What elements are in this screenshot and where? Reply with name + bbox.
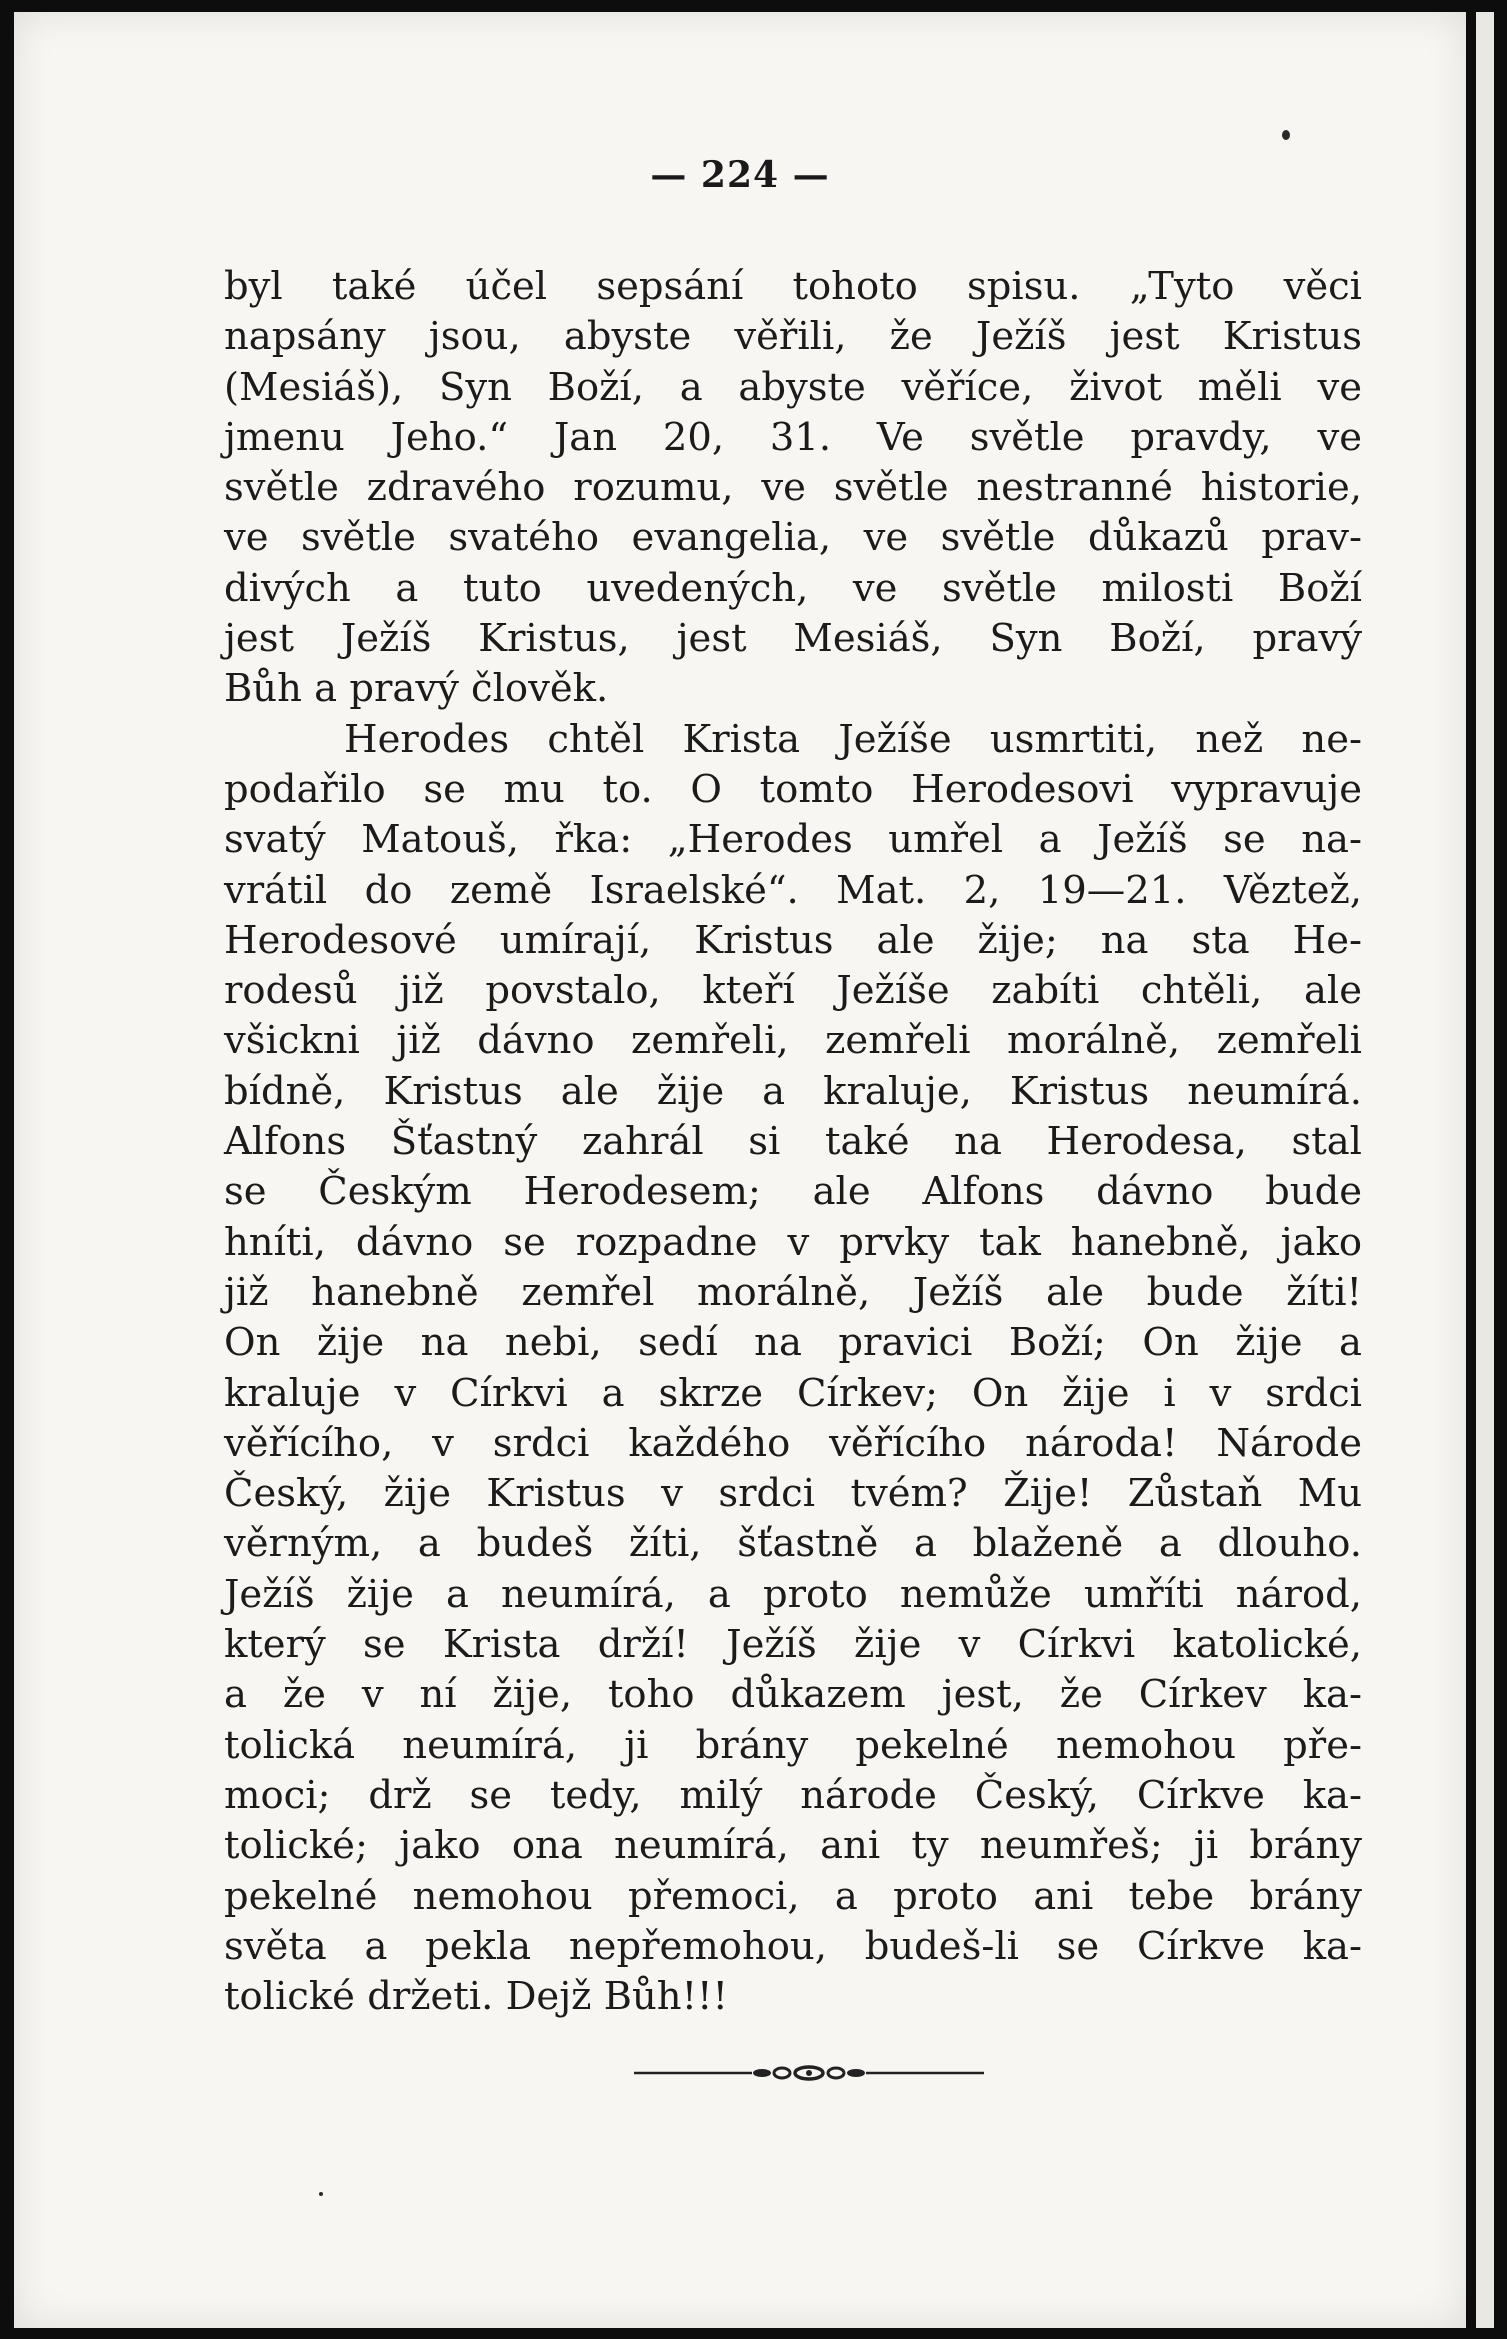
text-line: ve světle svatého evangelia, ve světle důkazů prav- bbox=[224, 515, 1362, 561]
scan-speck bbox=[1282, 130, 1290, 140]
text-line: jest Ježíš Kristus, jest Mesiáš, Syn Boží, pravý bbox=[224, 616, 1362, 662]
text-line: věrným, a budeš žíti, šťastně a blaženě a dlouho. bbox=[224, 1521, 1362, 1567]
text-line: svatý Matouš, řka: „Herodes umřel a Ježíš se na- bbox=[224, 817, 1362, 863]
text-line: hníti, dávno se rozpadne v prvky tak hanebně, jako bbox=[224, 1219, 1362, 1265]
text-line: bídně, Kristus ale žije a kraluje, Kristus neumírá. bbox=[224, 1068, 1362, 1114]
text-line: který se Krista drží! Ježíš žije v Církvi katolické, bbox=[224, 1622, 1362, 1668]
text-line: On žije na nebi, sedí na pravici Boží; On žije a bbox=[224, 1320, 1362, 1366]
text-line: podařilo se mu to. O tomto Herodesovi vypravuje bbox=[224, 766, 1362, 812]
text-line: světa a pekla nepřemohou, budeš-li se Církve ka- bbox=[224, 1923, 1362, 1969]
text-line: vrátil do země Israelské“. Mat. 2, 19—21. Věztež, bbox=[224, 867, 1362, 913]
text-line: Český, žije Kristus v srdci tvém? Žije! Zůstaň Mu bbox=[224, 1471, 1362, 1517]
text-line: všickni již dávno zemřeli, zemřeli morálně, zemřeli bbox=[224, 1018, 1362, 1064]
text-line: již hanebně zemřel morálně, Ježíš ale bude žíti! bbox=[224, 1269, 1362, 1315]
text-line: a že v ní žije, toho důkazem jest, že Církev ka- bbox=[224, 1672, 1362, 1718]
text-line: Alfons Šťastný zahrál si také na Herodesa, stal bbox=[224, 1119, 1362, 1165]
text-line: pekelné nemohou přemoci, a proto ani tebe brány bbox=[224, 1873, 1362, 1919]
text-line: napsány jsou, abyste věřili, že Ježíš jest Kristus bbox=[224, 314, 1362, 360]
scan-speck bbox=[319, 2192, 323, 2196]
text-line: tolické držeti. Dejž Bůh!!! bbox=[224, 1974, 728, 2020]
text-line: divých a tuto uvedených, ve světle milosti Boží bbox=[224, 565, 1362, 611]
text-line: kraluje v Církvi a skrze Církev; On žije i v srdci bbox=[224, 1370, 1362, 1416]
text-line: Ježíš žije a neumírá, a proto nemůže umříti národ, bbox=[224, 1571, 1362, 1617]
text-line: byl také účel sepsání tohoto spisu. „Tyto věci bbox=[224, 264, 1362, 309]
body-text bbox=[224, 262, 1362, 2022]
book-page bbox=[14, 12, 1466, 2328]
text-line: (Mesiáš), Syn Boží, a abyste věříce, život měli ve bbox=[224, 364, 1362, 410]
text-line: se Českým Herodesem; ale Alfons dávno bude bbox=[224, 1169, 1362, 1215]
text-line: rodesů již povstalo, kteří Ježíše zabíti chtěli, ale bbox=[224, 968, 1362, 1014]
text-line: jmenu Jeho.“ Jan 20, 31. Ve světle pravdy, ve bbox=[224, 414, 1362, 460]
text-line: Herodesové umírají, Kristus ale žije; na sta He- bbox=[224, 917, 1362, 963]
text-line: věřícího, v srdci každého věřícího národa! Národe bbox=[224, 1420, 1362, 1466]
text-line: moci; drž se tedy, milý národe Český, Církve ka- bbox=[224, 1772, 1362, 1818]
page-number: — 224 — bbox=[650, 154, 830, 196]
text-line: světle zdravého rozumu, ve světle nestranné historie, bbox=[224, 465, 1362, 511]
end-ornament-icon bbox=[634, 2060, 984, 2086]
text-line: tolické; jako ona neumírá, ani ty neumřeš; ji brány bbox=[224, 1823, 1362, 1869]
adjacent-page-edge bbox=[1476, 12, 1494, 2328]
text-line: Bůh a pravý člověk. bbox=[224, 666, 609, 712]
text-line: Herodes chtěl Krista Ježíše usmrtiti, než ne- bbox=[344, 716, 1362, 762]
text-line: tolická neumírá, ji brány pekelné nemohou pře- bbox=[224, 1722, 1362, 1768]
